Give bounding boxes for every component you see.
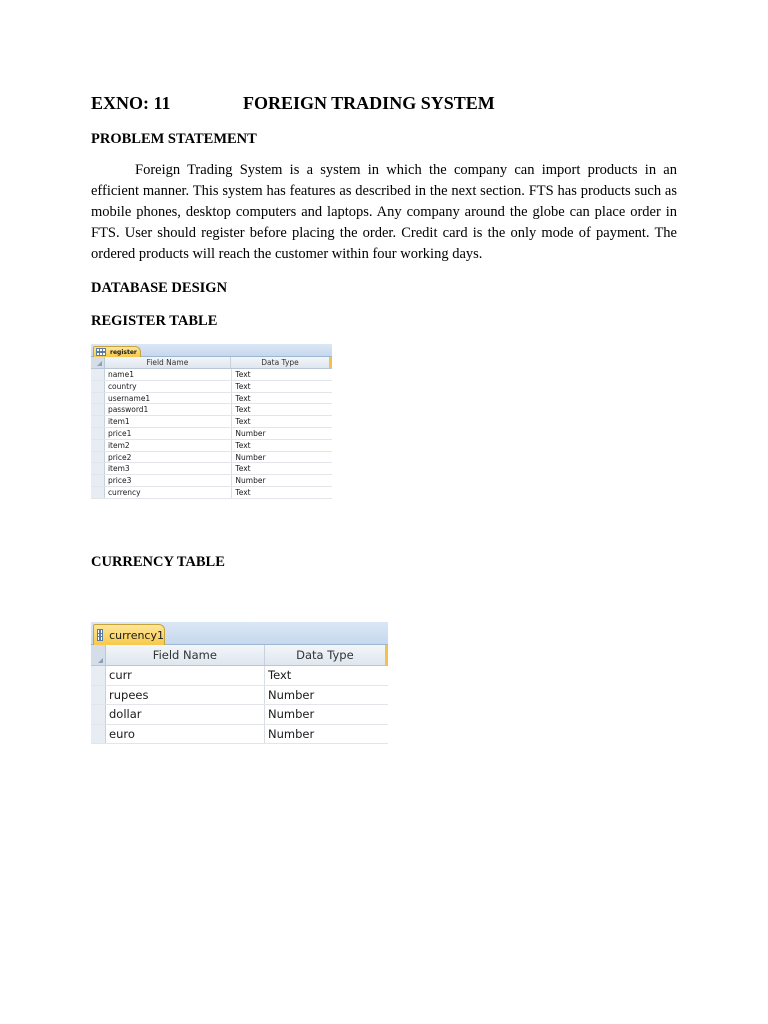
data-type-cell[interactable]: Text	[235, 393, 251, 403]
field-name-cell[interactable]: item3	[105, 463, 232, 474]
row-selector[interactable]	[91, 705, 106, 724]
table-row[interactable]	[91, 440, 332, 452]
table-row[interactable]	[91, 369, 332, 381]
table-row[interactable]	[91, 381, 332, 393]
register-rows	[91, 369, 332, 499]
row-selector[interactable]	[91, 369, 105, 380]
currency-header-row	[91, 645, 388, 666]
data-type-cell[interactable]: Text	[235, 487, 251, 497]
register-tab[interactable]	[93, 346, 141, 357]
row-selector[interactable]	[91, 393, 105, 404]
data-type-cell[interactable]: Text	[235, 370, 251, 379]
data-type-cell[interactable]: Number	[235, 452, 266, 462]
data-type-cell[interactable]: Text	[235, 417, 251, 427]
row-selector[interactable]	[91, 440, 105, 451]
table-row[interactable]	[91, 475, 332, 487]
field-name-cell[interactable]: price3	[105, 475, 232, 486]
register-table-design	[91, 344, 332, 499]
field-name-cell[interactable]: euro	[106, 725, 265, 744]
field-name-cell[interactable]: username1	[105, 393, 232, 404]
field-name-cell[interactable]: rupees	[106, 686, 265, 705]
field-name-cell[interactable]: price2	[105, 452, 232, 463]
row-selector[interactable]	[91, 686, 106, 705]
currency-tab-strip	[91, 622, 388, 645]
problem-statement-text: Foreign Trading System is a system in which the company can import products in an efficient manner. This system has features as described in the next section. FTS has products such as mobile phones, desktop computers and laptops. Any company around the globe can place order in FTS. User should register before placing the order. Credit card is the only mode of payment. The ordered products will reach the customer within four working days.	[91, 162, 677, 262]
table-row[interactable]	[91, 705, 388, 725]
table-row[interactable]	[91, 404, 332, 416]
select-all-icon[interactable]	[91, 645, 106, 665]
data-type-cell[interactable]: Text	[235, 464, 251, 474]
table-row[interactable]	[91, 428, 332, 440]
field-name-cell[interactable]: curr	[106, 666, 265, 685]
row-selector[interactable]	[91, 381, 105, 392]
currency-tab-label: currency1	[109, 628, 164, 642]
table-row[interactable]	[91, 487, 332, 499]
data-type-header: Data Type	[231, 357, 332, 368]
field-name-cell[interactable]: name1	[105, 369, 232, 380]
data-type-cell[interactable]: Number	[268, 726, 315, 741]
currency-table-heading: CURRENCY TABLE	[91, 554, 225, 570]
currency-table-design	[91, 622, 388, 744]
field-name-cell[interactable]: password1	[105, 404, 232, 415]
row-selector[interactable]	[91, 725, 106, 744]
problem-statement-heading: PROBLEM STATEMENT	[91, 131, 257, 147]
database-design-heading: DATABASE DESIGN	[91, 280, 228, 296]
data-type-cell[interactable]: Text	[235, 440, 251, 450]
table-row[interactable]	[91, 416, 332, 428]
field-name-cell[interactable]: dollar	[106, 705, 265, 724]
field-name-header: Field Name	[106, 645, 265, 665]
register-tab-label: register	[110, 348, 137, 356]
table-row[interactable]	[91, 686, 388, 706]
data-type-cell[interactable]: Number	[268, 687, 315, 702]
row-selector[interactable]	[91, 452, 105, 463]
data-type-cell[interactable]: Number	[235, 476, 266, 486]
table-row[interactable]	[91, 452, 332, 464]
register-tab-strip	[91, 344, 332, 357]
row-selector[interactable]	[91, 475, 105, 486]
row-selector[interactable]	[91, 428, 105, 439]
table-row[interactable]	[91, 666, 388, 686]
row-selector[interactable]	[91, 666, 106, 685]
table-icon	[96, 348, 106, 356]
field-name-cell[interactable]: price1	[105, 428, 232, 439]
field-name-cell[interactable]: currency	[105, 487, 232, 498]
document-heading	[91, 93, 495, 114]
field-name-cell[interactable]: country	[105, 381, 232, 392]
field-name-cell[interactable]: item1	[105, 416, 232, 427]
data-type-cell[interactable]: Number	[268, 707, 315, 721]
register-table-heading: REGISTER TABLE	[91, 313, 218, 329]
row-selector[interactable]	[91, 404, 105, 415]
currency-rows	[91, 666, 388, 744]
row-selector[interactable]	[91, 416, 105, 427]
data-type-cell[interactable]: Text	[235, 405, 251, 415]
currency-tab[interactable]	[93, 624, 165, 645]
data-type-cell[interactable]: Text	[268, 668, 292, 682]
field-name-header: Field Name	[105, 357, 231, 368]
exercise-number: EXNO: 11	[91, 93, 171, 113]
data-type-cell[interactable]: Number	[235, 428, 266, 438]
table-row[interactable]	[91, 725, 388, 745]
table-row[interactable]	[91, 393, 332, 405]
select-all-icon[interactable]	[91, 357, 105, 368]
data-type-cell[interactable]: Text	[235, 381, 251, 391]
table-row[interactable]	[91, 463, 332, 475]
row-selector[interactable]	[91, 463, 105, 474]
row-selector[interactable]	[91, 487, 105, 498]
field-name-cell[interactable]: item2	[105, 440, 232, 451]
register-header-row	[91, 357, 332, 369]
table-icon	[97, 629, 103, 641]
data-type-header: Data Type	[265, 645, 388, 665]
document-title: FOREIGN TRADING SYSTEM	[243, 93, 495, 113]
